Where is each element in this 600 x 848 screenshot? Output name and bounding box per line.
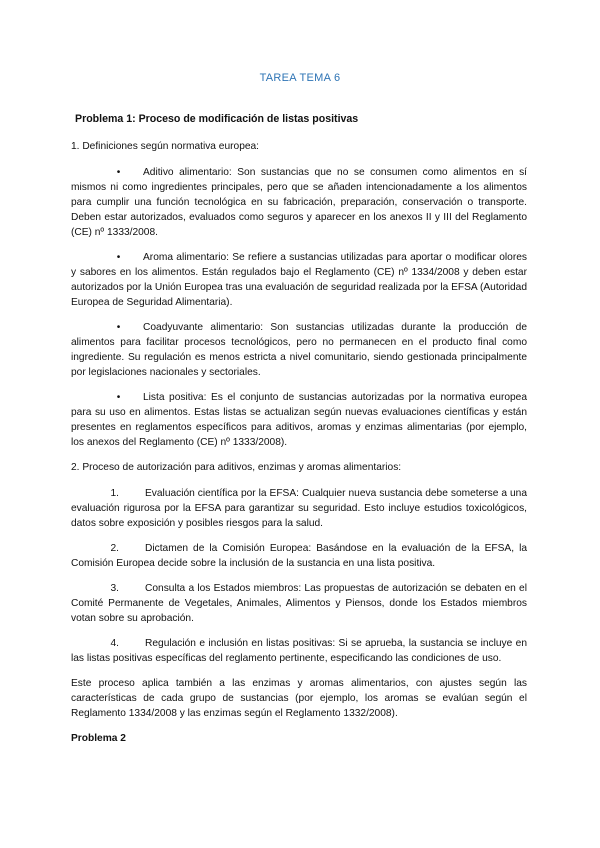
definition-text: Coadyuvante alimentario: Son sustancias utilizadas durante la producción de alimentos para facilitar procesos tecnológicos, pero no permanecen en el producto final como ingrediente. Su regulación es menos estricta a nivel comunitario, siendo gestionada principalmente por legislaciones nacionales y sectoriales. [71,322,527,378]
step-number: 3. [110,583,119,594]
document-title: TAREA TEMA 6 [259,72,341,84]
step-text: Dictamen de la Comisión Europea: Basándose en la evaluación de la EFSA, la Comisión Europea decide sobre la inclusión de la sustancia en una lista positiva. [71,543,527,569]
definition-text: Aroma alimentario: Se refiere a sustancias utilizadas para aportar o modificar olores y sabores en los alimentos. Están regulados bajo el Reglamento (CE) nº 1334/2008 y deben estar autorizados por la Unión Europea tras una evaluación de seguridad realizada por la EFSA (Autoridad Europea de Seguridad Alimentaria). [71,252,527,308]
section-1-heading: 1. Definiciones según normativa europea: [71,141,260,152]
definition-item [71,165,527,240]
definition-item [71,320,527,380]
step-number: 1. [110,488,119,499]
bullet-marker: • [116,392,121,403]
step-item [71,636,527,666]
step-item [71,541,527,571]
step-text: Consulta a los Estados miembros: Las propuestas de autorización se debaten en el Comité Permanente de Vegetales, Animales, Alimentos y Piensos, donde los Estados miembros votan sobre su aprobación. [71,583,527,624]
document-body [71,112,527,746]
step-number: 2. [110,543,119,554]
closing-paragraph: Este proceso aplica también a las enzimas y aromas alimentarios, con ajustes según las características de cada grupo de sustancias (por ejemplo, los aromas se evalúan según el Reglamento 1334/2008 y las enzimas según el Reglamento 1332/2008). [71,678,527,719]
step-number: 4. [110,638,119,649]
step-item [71,581,527,626]
step-item [71,486,527,531]
definition-text: Lista positiva: Es el conjunto de sustancias autorizadas por la normativa europea para su uso en alimentos. Estas listas se actualizan según nuevas evaluaciones científicas y están presentes en reglamentos específicos para aditivos, aromas y enzimas alimentarias (por ejemplo, los anexos del Reglamento (CE) nº 1333/2008). [71,392,527,448]
definition-item [71,250,527,310]
step-text: Regulación e inclusión en listas positivas: Si se aprueba, la sustancia se incluye en las listas positivas específicas del reglamento pertinente, especificando las condiciones de uso. [71,638,527,664]
section-2-heading: 2. Proceso de autorización para aditivos, enzimas y aromas alimentarios: [71,462,402,473]
definition-text: Aditivo alimentario: Son sustancias que no se consumen como alimentos en sí mismos ni como ingredientes principales, pero que se añaden intencionadamente a los alimentos para cumplir una función tecnológica en su fabricación, preparación, conservación o transporte. Deben estar autorizados, evaluados como seguros y aparecer en los anexos II y III del Reglamento (CE) nº 1333/2008. [71,167,527,238]
definition-item [71,390,527,450]
bullet-marker: • [116,252,121,263]
problem-1-heading: Problema 1: Proceso de modificación de listas positivas [75,113,359,125]
problem-2-heading: Problema 2 [71,733,126,744]
bullet-marker: • [116,322,121,333]
step-text: Evaluación científica por la EFSA: Cualquier nueva sustancia debe someterse a una evaluación rigurosa por la EFSA para garantizar su seguridad. Esto incluye estudios toxicológicos, datos sobre exposición y posibles riesgos para la salud. [71,488,527,529]
bullet-marker: • [116,167,121,178]
